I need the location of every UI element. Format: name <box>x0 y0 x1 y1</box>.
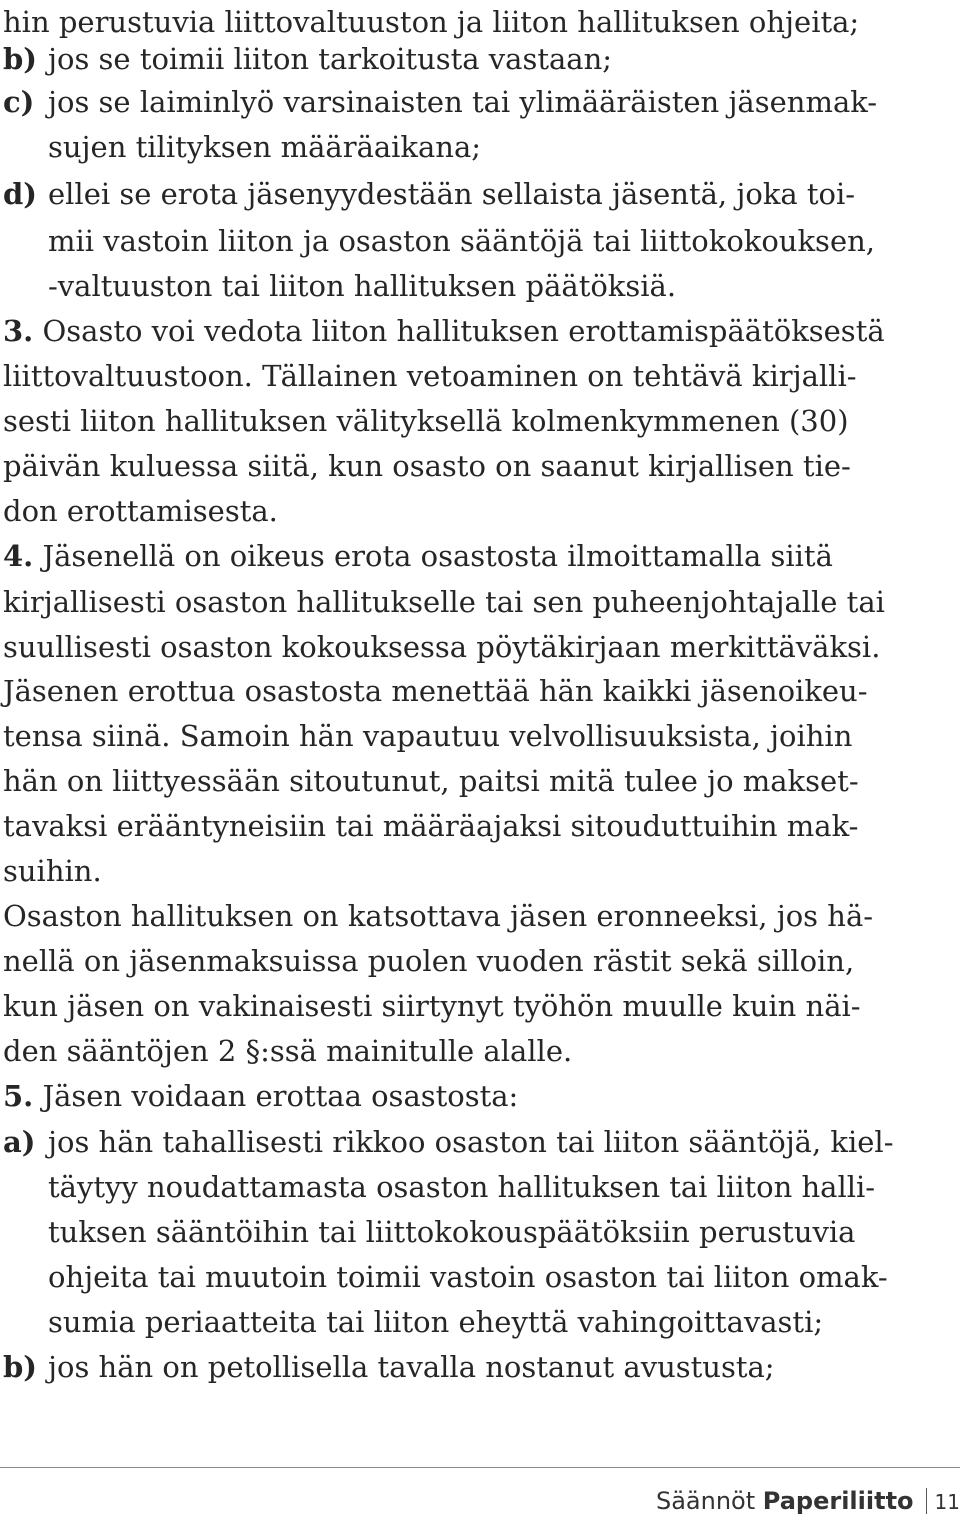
section-5-line <box>3 1074 518 1118</box>
section-number: 5. <box>3 1079 34 1113</box>
text-line: ellei se erota jäsenyydestään sellaista jäsentä, joka toi- <box>48 177 856 211</box>
text-line: mii vastoin liiton ja osaston sääntöjä tai liittokokouksen, <box>48 224 875 258</box>
text-line: Osasto voi vedota liiton hallituksen erottamispäätöksestä <box>42 314 885 348</box>
text-line: hän on liittyessään sitoutunut, paitsi mitä tulee jo makset- <box>3 764 859 798</box>
text-line: sujen tilityksen määräaikana; <box>48 130 482 164</box>
text-line: -valtuuston tai liiton hallituksen päätöksiä. <box>48 269 677 303</box>
text-line: sesti liiton hallituksen välityksellä kolmenkymmenen (30) <box>3 404 849 438</box>
text-line: Jäsenen erottua osastosta menettää hän kaikki jäsenoikeu- <box>3 674 868 708</box>
list-marker-b: b) <box>3 1350 37 1384</box>
text-line: tavaksi erääntyneisiin tai määräajaksi sitouduttuihin mak- <box>3 809 859 843</box>
text-line: päivän kuluessa siitä, kun osasto on saanut kirjallisen tie- <box>3 449 851 483</box>
text-line: jos hän on petollisella tavalla nostanut avustusta; <box>48 1350 775 1384</box>
footer-doc-title: Säännöt <box>655 1487 756 1515</box>
text-line: sumia periaatteita tai liiton eheyttä vahingoittavasti; <box>48 1305 824 1339</box>
text-line: suullisesti osaston kokouksessa pöytäkirjaan merkittäväksi. <box>3 630 881 664</box>
text-line: Osaston hallituksen on katsottava jäsen eronneeksi, jos hä- <box>3 899 874 933</box>
section-number: 3. <box>3 314 34 348</box>
text-line: ohjeita tai muutoin toimii vastoin osaston tai liiton omak- <box>48 1260 888 1294</box>
text-line: den sääntöjen 2 §:ssä mainitulle alalle. <box>3 1034 573 1068</box>
text-line: hin perustuvia liittovaltuuston ja liiton hallituksen ohjeita; <box>3 5 860 39</box>
section-3-line <box>3 309 885 353</box>
footer-divider <box>0 1467 960 1468</box>
text-line: tuksen sääntöihin tai liittokokouspäätöksiin perustuvia <box>48 1215 856 1249</box>
list-marker-a: a) <box>3 1125 36 1159</box>
page-footer <box>656 1484 960 1519</box>
text-line: kun jäsen on vakinaisesti siirtynyt työhön muulle kuin näi- <box>3 989 861 1023</box>
text-line: jos se laiminlyö varsinaisten tai ylimääräisten jäsenmak- <box>48 85 878 119</box>
text-line: nellä on jäsenmaksuissa puolen vuoden rästit sekä silloin, <box>3 944 855 978</box>
section-4-line <box>3 534 833 578</box>
text-line: tensa siinä. Samoin hän vapautuu velvollisuuksista, joihin <box>3 719 853 753</box>
section-number: 4. <box>3 539 34 573</box>
text-line: Jäsen voidaan erottaa osastosta: <box>42 1079 519 1113</box>
text-line: liittovaltuustoon. Tällainen vetoaminen on tehtävä kirjalli- <box>3 359 857 393</box>
page-number: 11 <box>934 1490 960 1514</box>
text-line: don erottamisesta. <box>3 494 278 528</box>
list-marker-b: b) <box>3 42 37 76</box>
text-line: jos se toimii liiton tarkoitusta vastaan; <box>48 42 613 76</box>
footer-brand: Paperiliitto <box>762 1487 914 1515</box>
footer-separator <box>926 1488 927 1514</box>
text-line: kirjallisesti osaston hallitukselle tai sen puheenjohtajalle tai <box>3 585 885 619</box>
text-line: jos hän tahallisesti rikkoo osaston tai liiton sääntöjä, kiel- <box>48 1125 894 1159</box>
list-marker-d: d) <box>3 177 37 211</box>
list-marker-c: c) <box>3 85 35 119</box>
text-line: suihin. <box>3 854 102 888</box>
text-line: Jäsenellä on oikeus erota osastosta ilmoittamalla siitä <box>42 539 833 573</box>
text-line: täytyy noudattamasta osaston hallituksen tai liiton halli- <box>48 1170 876 1204</box>
